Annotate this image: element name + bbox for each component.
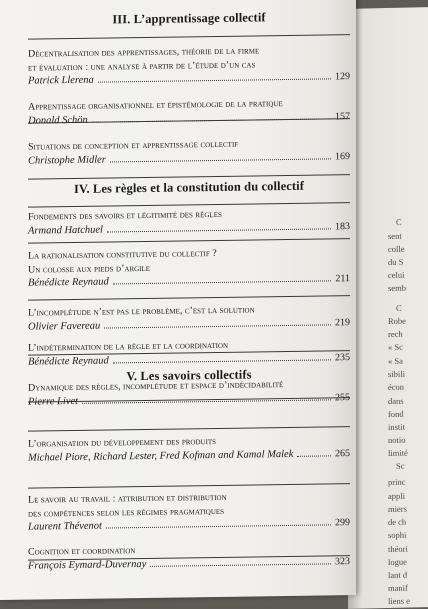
page-number: 299 [335, 517, 350, 529]
entry-author: Michael Piore, Richard Lester, Fred Kofman and Kamal Malek [28, 448, 294, 464]
right-page-fragment: C [396, 302, 402, 313]
right-page-fragment: rech [388, 328, 403, 339]
right-page-fragment: Robe [388, 315, 406, 326]
entry-author: François Eymard-Duvernay [28, 558, 147, 572]
right-page-fragment: princ [388, 476, 406, 487]
entry-title: Décentralisation des apprentissages, théorie de la firme [28, 45, 260, 60]
right-page-fragment: théori [388, 543, 408, 554]
dot-leader [107, 227, 331, 232]
entry-title: Un colosse aux pieds d’argile [28, 262, 151, 276]
entry-divider [28, 295, 350, 300]
entry-divider [28, 34, 350, 39]
dot-leader [297, 454, 331, 456]
dot-leader [106, 523, 331, 528]
dot-leader [98, 77, 331, 82]
toc-entry[interactable] [28, 302, 350, 333]
entry-author: Donald Schön [28, 114, 88, 127]
right-page-fragment: Sc [396, 460, 405, 471]
right-page-fragment: liens e [388, 595, 410, 606]
toc-entry[interactable] [28, 541, 350, 572]
page-number: 169 [335, 150, 350, 162]
right-page-fragment: sophi [388, 529, 407, 540]
page-number: 183 [335, 220, 350, 232]
right-page-fragment: colle [388, 243, 405, 254]
page-number: 157 [335, 110, 350, 122]
right-page-fragment: du S [388, 256, 404, 267]
entry-divider [28, 426, 350, 431]
dot-leader [113, 279, 332, 284]
entry-author: Olivier Favereau [28, 320, 101, 333]
right-page-fragment: « Sc [388, 341, 403, 352]
entry-title: Situations de conception et apprentissage collectif [28, 138, 239, 153]
entry-author: Christophe Midler [28, 154, 106, 167]
right-page-fragment: appli [388, 490, 405, 501]
entry-author: Patrick Llerena [28, 74, 94, 87]
dot-leader [110, 157, 331, 162]
page-number: 235 [335, 351, 350, 363]
right-page-fragment: limité [388, 447, 408, 458]
right-page [348, 7, 428, 609]
entry-divider [28, 483, 350, 488]
right-page-fragment: miers [388, 503, 407, 514]
entry-title: Fondements des savoirs et légitimité des règles [28, 208, 222, 223]
right-page-fragment: dans [388, 395, 404, 406]
section-title: III. L’apprentissage collectif [112, 10, 266, 27]
right-page-fragment: fond [388, 408, 404, 419]
dot-leader [113, 358, 331, 363]
entry-author: Armand Hatchuel [28, 224, 103, 237]
page-number: 323 [335, 555, 350, 567]
page-number: 129 [335, 71, 350, 83]
right-page-fragment: écon [388, 381, 405, 392]
section-title: V. Les savoirs collectifs [126, 367, 252, 384]
right-page-fragment: sent [388, 230, 402, 241]
entry-title: et évaluation : une analyse à partir de l’étude d’un cas [28, 58, 256, 74]
entry-title: Le savoir au travail : attribution et distribution [28, 491, 227, 506]
toc-entry[interactable] [28, 433, 350, 464]
entry-title: Dynamique des règles, incomplétude et espace d’indécidabilité [28, 379, 284, 394]
entry-title: La rationalisation constitutive du collectif ? [28, 247, 217, 262]
toc-entry[interactable] [28, 489, 350, 534]
entry-divider [28, 238, 350, 243]
right-page-fragment: sibili [388, 368, 406, 379]
toc-entry[interactable] [28, 96, 350, 127]
right-page-fragment: notio [388, 434, 406, 445]
entry-author: Laurent Thévenot [28, 520, 102, 533]
dot-leader [104, 323, 331, 328]
right-page-fragment: C [396, 216, 402, 227]
page-number: 255 [335, 391, 350, 403]
section-title: IV. Les règles et la constitution du collectif [73, 178, 305, 196]
toc-entry[interactable] [28, 245, 350, 290]
entry-title: L’incomplétude n’est pas le problème, c’est la solution [28, 304, 255, 319]
toc-entry[interactable] [28, 206, 350, 237]
page-number: 219 [335, 316, 350, 328]
toc-entry[interactable] [28, 337, 350, 368]
right-page-text [348, 7, 428, 606]
dot-leader [82, 398, 331, 403]
entry-author: Pierre Livet [28, 395, 79, 408]
right-page-fragment: instit [388, 421, 406, 432]
right-page-fragment: semb [388, 282, 406, 293]
entry-title: Apprentissage organisationnel et épistémologie de la pratique [28, 98, 283, 113]
right-page-fragment: celui [388, 269, 405, 280]
page-number: 211 [335, 273, 350, 285]
right-page-fragment: « Sa [388, 355, 403, 366]
entry-author: Bénédicte Reynaud [28, 276, 109, 289]
dot-leader [150, 562, 331, 567]
entry-author: Bénédicte Reynaud [28, 354, 109, 368]
dot-leader [92, 117, 331, 122]
toc-entry[interactable] [28, 43, 350, 88]
entry-title: L’organisation du développement des produits [28, 435, 217, 450]
right-page-fragment: de ch [388, 516, 407, 527]
entry-title: Cognition et coordination [28, 545, 136, 558]
right-page-fragment: lant d [388, 569, 408, 580]
entry-title: des compétences selon les régimes pragmatiques [28, 505, 225, 520]
entry-title: L’indétermination de la règle et la coordination [28, 339, 229, 354]
right-page-fragment: manif [388, 582, 408, 593]
right-page-fragment: logue [388, 556, 407, 567]
toc-entry[interactable] [28, 136, 350, 167]
page-number: 265 [335, 447, 350, 459]
